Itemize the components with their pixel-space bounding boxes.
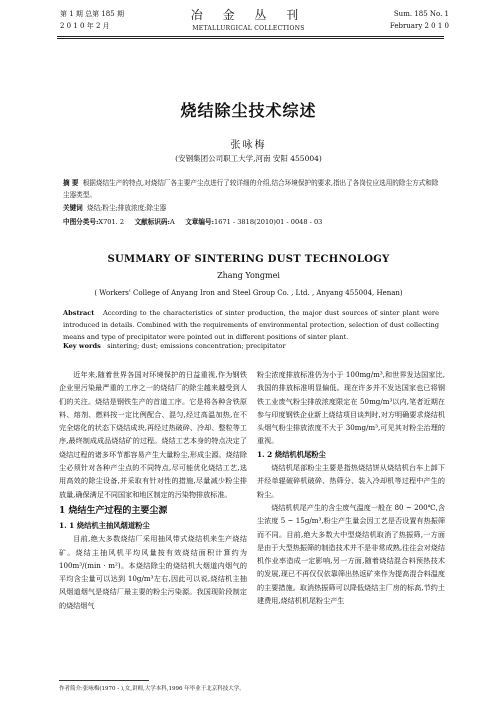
header-rule-thin [57,38,444,39]
paragraph-1-1: 目前,绝大多数烧结厂采用抽风带式烧结机来生产烧结矿。烧结主抽风机平均风量按有效烧结面积计算约为 100m³/(min · m²)。本烧结除尘的烧结机大烟道内烟气的平均含尘量可以达到 10g/m³左右,因此可以说,烧结机主抽风烟道烟气是烧结厂最主要的粉尘污染源。我国现阶段制定的烧结烟气 [59,534,247,610]
article-title-en: SUMMARY OF SINTERING DUST TECHNOLOGY [107,254,390,265]
affiliation-en: ( Workers' College of Anyang Iron and Steel Group Co. , Ltd. , Anyang 455004, Henan) [94,289,403,297]
keywords-en-text: sintering; dust; emissions concentration; precipitator [107,342,286,350]
abstract-en-text: According to the characteristics of sinter production, the major dust sources of sinter plant were introduced in details. Combined with the requirements of environmental protection, selection of dust collecting means and type of precipitator were pointed out in different positions of sinter plant. [63,309,439,341]
issue-number-en: Sum. 185 No. 1 [393,10,449,18]
abstract-cn [63,177,439,201]
abstract-cn-text: 根据烧结生产的特点,对烧结厂各主要产尘点进行了较详细的介绍,结合环境保护的要求,指出了各岗位应选用的除尘方式和除尘器类型。 [63,179,439,199]
subsection-heading-1-2: 1. 2 烧结机机尾粉尘 [257,449,326,459]
body-column-left [59,368,247,612]
intro-paragraph: 近年来,随着世界各国对环境保护的日益重视,作为钢铁企业里污染最严重的工序之一的烧结厂的除尘越来越受到人们的关注。烧结是钢铁生产的首道工序。它是将各种含铁原料、熔剂、燃料按一定比例配合、混匀,经过高温加热,在不完全熔化的状态下烧结成块,再经过热破碎、冷却、整粒等工序,最终制成成品烧结矿的过程。烧结工艺本身的特点决定了烧结过程的诸多环节都容易产生大量粉尘,形成尘源。烧结除尘必须针对各种产尘点的不同特点,尽可能优化烧结工艺,选用高效的除尘设备,并采取有针对性的措施,尽量减少粉尘排放量,确保满足不同国家和地区制定的污染物排放标准。 [59,370,247,499]
paragraph-1-2a: 烧结机尾部粉尘主要是指热烧结饼从烧结机台车上卸下并经单辊破碎机破碎、热筛分、装入冷却机等过程中产生的粉尘。 [257,463,445,499]
article-number-value: 1671 - 3818(2010)01 - 0048 - 03 [214,218,323,226]
subsection-heading-1-1: 1. 1 烧结机主抽风烟道粉尘 [59,520,150,530]
keywords-cn [63,202,439,214]
section-heading-1: 1 烧结生产过程的主要尘源 [59,505,168,516]
author-name-cn: 张咏梅 [230,140,267,151]
article-title-cn: 烧结除尘技术综述 [180,101,317,120]
footnote-rule [59,680,149,681]
article-number-label: 文章编号: [185,218,215,226]
header-rule-thick [57,36,444,37]
body-column-right [257,368,445,607]
paragraph-1-1-continued: 粉尘浓度排放标准仍为小于 100mg/m³,和世界发达国家比,我国的排放标准明显偏低。现在许多并不发达国家也已将钢铁工业废气粉尘排放浓度限定在 50mg/m³以内,笔者近期在参与印度钢铁企业新上烧结项目谈判时,对方明确要求烧结机头烟气粉尘排放浓度不大于 30mg/m³,可见其对粉尘治理的重视。 [257,370,445,446]
doc-code-value: A [169,218,175,226]
affiliation-cn: (安钢集团公司职工大学,河南 安阳 455004) [175,154,322,163]
issue-date-en: February 2 0 1 0 [389,22,449,30]
running-header [0,0,497,48]
header-right [390,8,449,32]
keywords-en [63,340,439,352]
classification-line [63,216,439,228]
keywords-cn-label: 关键词 [63,204,83,212]
paragraph-1-2b: 烧结机机尾产生的含尘废气温度一般在 80 ~ 200℃,含尘浓度 5 ~ 15g/m³,粉尘产生量会因工艺是否设置有热振筛而不同。目前,绝大多数大中型烧结机取消了热振筛,一方面是由于大型热振筛的制造技术并不是非常成熟,往往会对烧结机作业率造成一定影响,另一方面,随着烧结混合料预热技术的发展,现已不再仅仅依靠筛出热返矿来作为提高混合料温度的主要措施。取消热振筛可以降低烧结主厂房的标高,节约土建费用,烧结机机尾粉尘产生 [257,502,445,606]
author-footnote: 作者简介:张咏梅(1970 - ),女,讲师,大学本科,1996 年毕业于北京科技大学。 [59,686,245,692]
keywords-en-label: Key words [63,342,101,350]
abstract-en-label: Abstract [63,309,95,317]
journal-name-cn: 冶 金 丛 刊 [190,8,307,22]
author-name-en: Zhang Yongmei [217,271,280,280]
clc-label: 中图分类号: [63,218,99,226]
issue-date-cn: 2 0 1 0 年 2 月 [60,22,110,30]
issue-number-cn: 第 1 期 总第 185 期 [60,10,124,18]
abstract-cn-label: 摘 要 [63,179,79,187]
journal-name-en: METALLURGICAL COLLECTIONS [192,25,305,32]
keywords-cn-text: 烧结;粉尘;排放浓度;除尘器 [86,204,167,212]
doc-code-label: 文献标识码: [134,218,170,226]
clc-value: X701. 2 [98,218,125,226]
abstract-en [63,307,439,343]
